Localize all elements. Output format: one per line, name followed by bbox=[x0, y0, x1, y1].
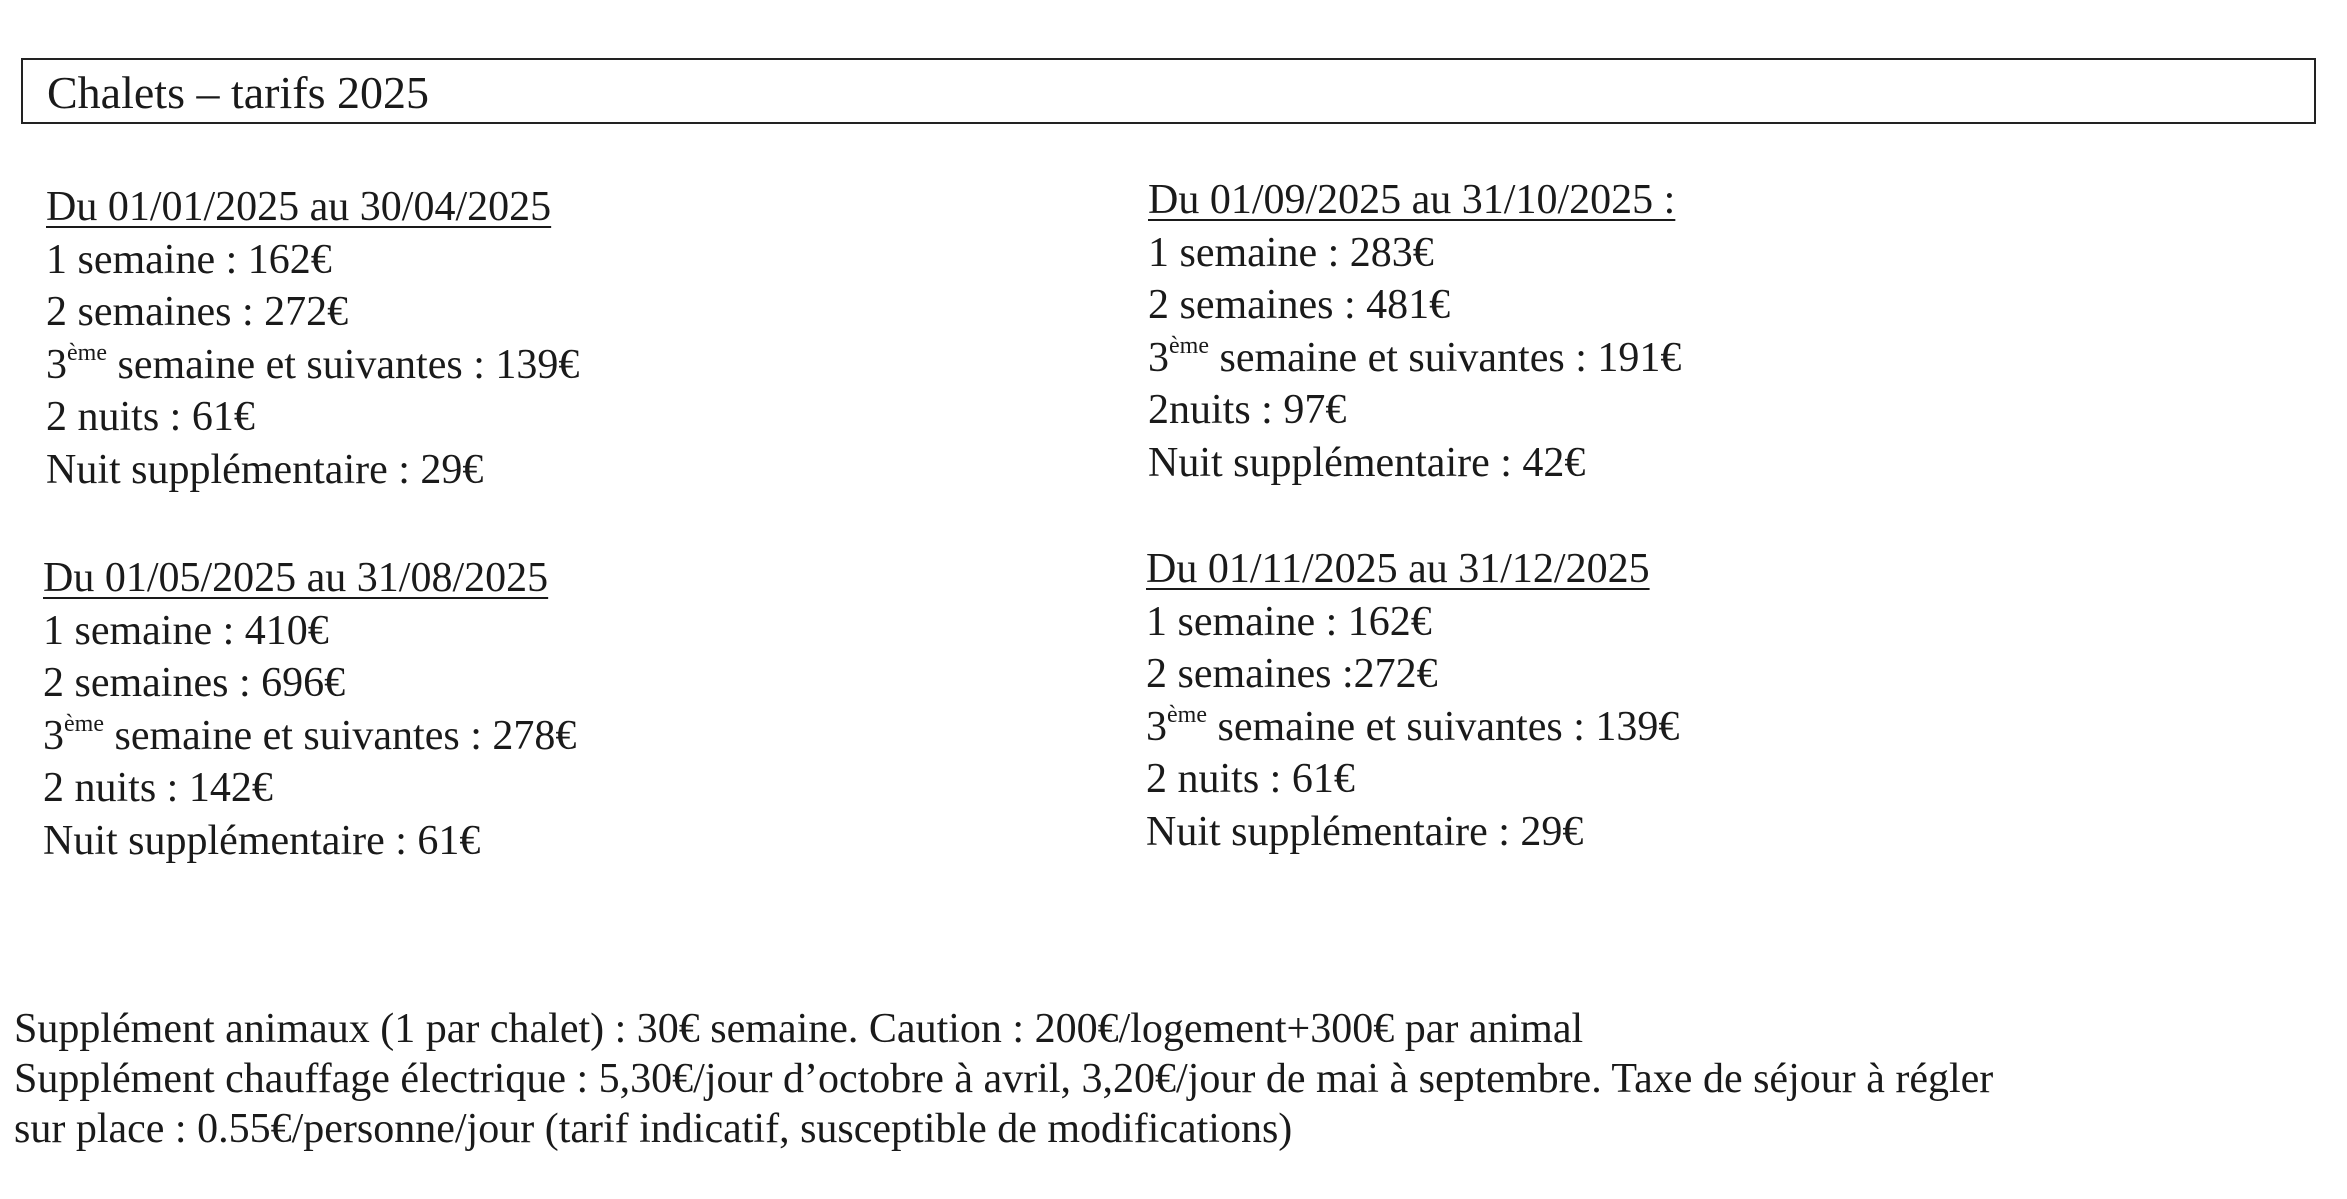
rate-3rd-week-text: semaine et suivantes : 139€ bbox=[1206, 703, 1680, 750]
rate-1-week: 1 semaine : 162€ bbox=[46, 236, 332, 283]
period-header: Du 01/09/2025 au 31/10/2025 : bbox=[1148, 177, 1676, 223]
period-block-nov-dec bbox=[1146, 543, 1679, 858]
rate-2-weeks: 2 semaines : 481€ bbox=[1148, 282, 1451, 328]
note-heating: Supplément chauffage électrique : 5,30€/jour d’octobre à avril, 3,20€/jour de mai à septembre. Taxe de séjour à régler bbox=[14, 1056, 1994, 1102]
rate-3rd-week-text: semaine et suivantes : 139€ bbox=[106, 341, 580, 388]
rate-2-nights: 2 nuits : 142€ bbox=[43, 765, 273, 811]
rate-2-nights: 2nuits : 97€ bbox=[1148, 387, 1347, 433]
rate-3rd-week-text: semaine et suivantes : 191€ bbox=[1208, 334, 1682, 381]
rate-1-week: 1 semaine : 410€ bbox=[43, 607, 329, 654]
rate-extra-night: Nuit supplémentaire : 42€ bbox=[1148, 439, 1586, 486]
note-tourist-tax: sur place : 0.55€/personne/jour (tarif indicatif, susceptible de modifications) bbox=[14, 1106, 1293, 1152]
rate-2-weeks: 2 semaines : 696€ bbox=[43, 660, 346, 706]
period-header: Du 01/01/2025 au 30/04/2025 bbox=[46, 184, 552, 230]
rate-extra-night: Nuit supplémentaire : 29€ bbox=[1146, 808, 1584, 855]
period-block-may-aug bbox=[43, 552, 576, 867]
page-title: Chalets – tarifs 2025 bbox=[47, 67, 429, 118]
title-box bbox=[21, 58, 2316, 124]
rate-extra-night: Nuit supplémentaire : 29€ bbox=[46, 446, 484, 493]
period-header: Du 01/05/2025 au 31/08/2025 bbox=[43, 555, 549, 601]
ordinal-suffix: ème bbox=[64, 710, 104, 737]
ordinal-suffix: ème bbox=[1167, 701, 1207, 728]
rate-2-nights: 2 nuits : 61€ bbox=[1146, 756, 1355, 802]
period-header: Du 01/11/2025 au 31/12/2025 bbox=[1146, 546, 1650, 592]
ordinal-number: 3 bbox=[46, 341, 67, 388]
ordinal-number: 3 bbox=[1148, 334, 1169, 381]
rate-3rd-week bbox=[46, 339, 579, 392]
ordinal-number: 3 bbox=[1146, 703, 1167, 750]
supplement-notes bbox=[14, 1004, 1993, 1154]
note-animals: Supplément animaux (1 par chalet) : 30€ semaine. Caution : 200€/logement+300€ par animal bbox=[14, 1006, 1584, 1052]
rate-1-week: 1 semaine : 162€ bbox=[1146, 598, 1432, 645]
rate-3rd-week bbox=[1146, 701, 1679, 754]
rate-extra-night: Nuit supplémentaire : 61€ bbox=[43, 817, 481, 864]
period-block-sep-oct bbox=[1148, 174, 1681, 489]
ordinal-number: 3 bbox=[43, 712, 64, 759]
period-block-jan-apr bbox=[46, 181, 579, 496]
rate-2-nights: 2 nuits : 61€ bbox=[46, 394, 255, 440]
rate-2-weeks: 2 semaines :272€ bbox=[1146, 651, 1438, 697]
rate-3rd-week-text: semaine et suivantes : 278€ bbox=[103, 712, 577, 759]
rate-3rd-week bbox=[43, 710, 576, 763]
rate-3rd-week bbox=[1148, 332, 1681, 385]
rate-2-weeks: 2 semaines : 272€ bbox=[46, 289, 349, 335]
ordinal-suffix: ème bbox=[67, 339, 107, 366]
ordinal-suffix: ème bbox=[1169, 332, 1209, 359]
rate-1-week: 1 semaine : 283€ bbox=[1148, 229, 1434, 276]
